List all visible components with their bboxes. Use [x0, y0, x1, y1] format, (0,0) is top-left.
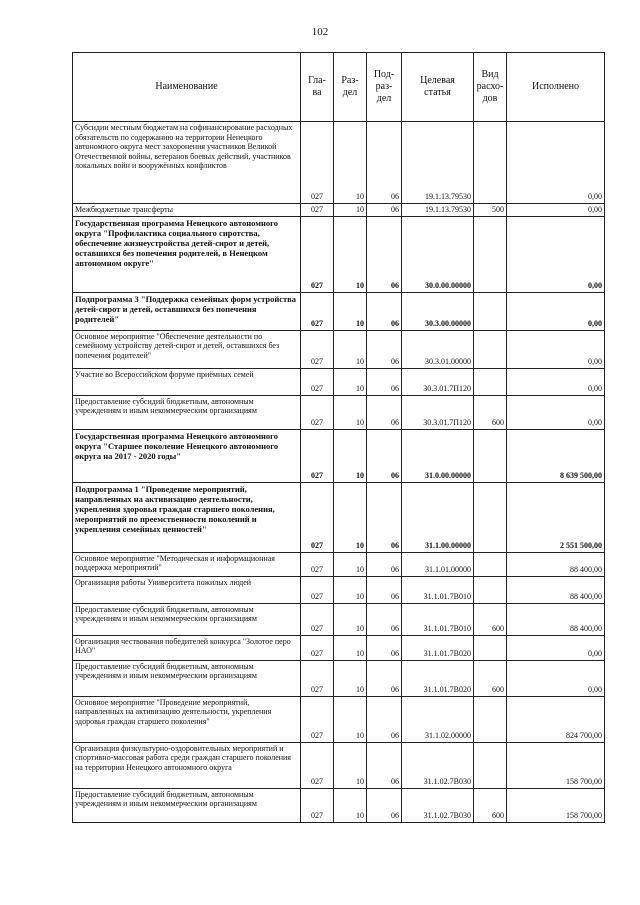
cell-section: 10	[334, 742, 367, 788]
cell-name: Межбюджетные трансферты	[73, 204, 301, 217]
cell-chapter: 027	[301, 552, 334, 576]
cell-subsection: 06	[367, 216, 402, 292]
header-executed: Исполнено	[507, 53, 605, 122]
table-row	[73, 330, 605, 368]
cell-executed: 0,00	[507, 204, 605, 217]
cell-section: 10	[334, 576, 367, 603]
cell-executed: 0,00	[507, 395, 605, 429]
cell-section: 10	[334, 216, 367, 292]
header-expense-type: Вид расхо- дов	[474, 53, 507, 122]
table-row	[73, 742, 605, 788]
budget-table	[72, 52, 605, 823]
table-row	[73, 429, 605, 482]
table-row	[73, 482, 605, 552]
cell-expense-type: 500	[474, 204, 507, 217]
cell-name: Предоставление субсидий бюджетным, автономным учреждениям и иным некоммерческим организациям	[73, 788, 301, 822]
cell-name: Участие во Всероссийском форуме приёмных семей	[73, 368, 301, 395]
cell-expense-type	[474, 576, 507, 603]
table-row	[73, 788, 605, 822]
cell-chapter: 027	[301, 122, 334, 204]
table-row	[73, 204, 605, 217]
cell-chapter: 027	[301, 368, 334, 395]
cell-executed: 0,00	[507, 122, 605, 204]
cell-executed: 0,00	[507, 660, 605, 696]
cell-target: 31.1.01.7В010	[402, 603, 474, 635]
table-row	[73, 292, 605, 330]
cell-target: 19.1.13.79530	[402, 122, 474, 204]
header-section: Раз- дел	[334, 53, 367, 122]
cell-chapter: 027	[301, 660, 334, 696]
cell-subsection: 06	[367, 429, 402, 482]
cell-subsection: 06	[367, 292, 402, 330]
cell-executed: 8 639 500,00	[507, 429, 605, 482]
cell-executed: 88 400,00	[507, 576, 605, 603]
cell-section: 10	[334, 660, 367, 696]
cell-executed: 0,00	[507, 368, 605, 395]
cell-executed: 0,00	[507, 292, 605, 330]
table-row	[73, 368, 605, 395]
cell-chapter: 027	[301, 788, 334, 822]
cell-subsection: 06	[367, 603, 402, 635]
table-header-row	[73, 53, 605, 122]
cell-name: Подпрограмма 3 "Поддержка семейных форм устройства детей-сирот и детей, оставшихся без попечения родителей"	[73, 292, 301, 330]
cell-chapter: 027	[301, 576, 334, 603]
cell-section: 10	[334, 696, 367, 742]
cell-executed: 158 700,00	[507, 788, 605, 822]
cell-expense-type	[474, 216, 507, 292]
cell-expense-type: 600	[474, 788, 507, 822]
table-row	[73, 552, 605, 576]
cell-subsection: 06	[367, 122, 402, 204]
cell-expense-type	[474, 292, 507, 330]
cell-name: Организация физкультурно-оздоровительных мероприятий и спортивно-массовая работа среди граждан старшего поколения на территории Ненецкого автономного округа	[73, 742, 301, 788]
table-row	[73, 635, 605, 660]
cell-target: 31.1.02.7В030	[402, 788, 474, 822]
cell-section: 10	[334, 788, 367, 822]
table-row	[73, 216, 605, 292]
cell-subsection: 06	[367, 204, 402, 217]
cell-target: 30.3.01.7П120	[402, 395, 474, 429]
table-row	[73, 122, 605, 204]
cell-executed: 824 700,00	[507, 696, 605, 742]
cell-expense-type: 600	[474, 395, 507, 429]
header-chapter: Гла- ва	[301, 53, 334, 122]
header-subsection: Под- раз- дел	[367, 53, 402, 122]
cell-expense-type	[474, 635, 507, 660]
cell-subsection: 06	[367, 395, 402, 429]
cell-name: Основное мероприятие "Проведение мероприятий, направленных на активизацию деятельности, укрепления здоровья граждан старшего поколения"	[73, 696, 301, 742]
cell-section: 10	[334, 635, 367, 660]
table-row	[73, 603, 605, 635]
cell-chapter: 027	[301, 330, 334, 368]
cell-target: 31.1.02.00000	[402, 696, 474, 742]
table-row	[73, 660, 605, 696]
cell-section: 10	[334, 368, 367, 395]
cell-expense-type	[474, 552, 507, 576]
cell-expense-type	[474, 696, 507, 742]
cell-expense-type	[474, 122, 507, 204]
cell-expense-type	[474, 742, 507, 788]
cell-subsection: 06	[367, 660, 402, 696]
page-number: 102	[311, 26, 329, 38]
cell-target: 30.3.01.7П120	[402, 368, 474, 395]
cell-subsection: 06	[367, 552, 402, 576]
cell-subsection: 06	[367, 482, 402, 552]
cell-expense-type	[474, 429, 507, 482]
cell-section: 10	[334, 292, 367, 330]
cell-chapter: 027	[301, 204, 334, 217]
cell-name: Организация чествования победителей конкурса "Золотое перо НАО"	[73, 635, 301, 660]
cell-expense-type	[474, 482, 507, 552]
cell-chapter: 027	[301, 216, 334, 292]
cell-name: Субсидии местным бюджетам на софинансирование расходных обязательств по содержанию на территории Ненецкого автономного округа мест захоронения участников Великой Отечественной войны, ветеранов боевых действий, участников локальных войн и вооружённых конфликтов	[73, 122, 301, 204]
table-row	[73, 696, 605, 742]
cell-target: 30.3.01.00000	[402, 330, 474, 368]
cell-executed: 2 551 500,00	[507, 482, 605, 552]
cell-expense-type: 600	[474, 603, 507, 635]
cell-name: Основное мероприятие "Обеспечение деятельности по семейному устройству детей-сирот и детей, оставшихся без попечения родителей"	[73, 330, 301, 368]
cell-subsection: 06	[367, 576, 402, 603]
cell-executed: 88 400,00	[507, 552, 605, 576]
cell-name: Предоставление субсидий бюджетным, автономным учреждениям и иным некоммерческим организациям	[73, 660, 301, 696]
cell-chapter: 027	[301, 482, 334, 552]
cell-name: Государственная программа Ненецкого автономного округа "Профилактика социального сиротства, обеспечение жизнеустройства детей-сирот и детей, оставшихся без попечения родителей, в Ненецком автономном округе"	[73, 216, 301, 292]
cell-section: 10	[334, 603, 367, 635]
cell-executed: 0,00	[507, 635, 605, 660]
cell-section: 10	[334, 429, 367, 482]
cell-section: 10	[334, 204, 367, 217]
cell-target: 19.1.13.79530	[402, 204, 474, 217]
cell-section: 10	[334, 482, 367, 552]
table-row	[73, 576, 605, 603]
cell-chapter: 027	[301, 429, 334, 482]
cell-chapter: 027	[301, 603, 334, 635]
cell-subsection: 06	[367, 788, 402, 822]
cell-name: Организация работы Университета пожилых людей	[73, 576, 301, 603]
cell-target: 30.0.00.00000	[402, 216, 474, 292]
cell-section: 10	[334, 122, 367, 204]
cell-chapter: 027	[301, 696, 334, 742]
cell-name: Государственная программа Ненецкого автономного округа "Старшее поколение Ненецкого автономного округа на 2017 - 2020 годы"	[73, 429, 301, 482]
table-row	[73, 395, 605, 429]
cell-target: 31.1.01.7В020	[402, 660, 474, 696]
cell-chapter: 027	[301, 292, 334, 330]
cell-executed: 0,00	[507, 330, 605, 368]
cell-subsection: 06	[367, 635, 402, 660]
cell-name: Основное мероприятие "Методическая и информационная поддержка мероприятий"	[73, 552, 301, 576]
cell-subsection: 06	[367, 742, 402, 788]
cell-target: 31.1.00.00000	[402, 482, 474, 552]
cell-expense-type: 600	[474, 660, 507, 696]
cell-executed: 0,00	[507, 216, 605, 292]
header-name: Наименование	[73, 53, 301, 122]
cell-name: Предоставление субсидий бюджетным, автономным учреждениям и иным некоммерческим организациям	[73, 603, 301, 635]
cell-subsection: 06	[367, 330, 402, 368]
cell-section: 10	[334, 330, 367, 368]
cell-chapter: 027	[301, 635, 334, 660]
cell-target: 31.1.01.7В020	[402, 635, 474, 660]
cell-expense-type	[474, 330, 507, 368]
cell-name: Предоставление субсидий бюджетным, автономным учреждениям и иным некоммерческим организациям	[73, 395, 301, 429]
cell-chapter: 027	[301, 742, 334, 788]
cell-target: 30.3.00.00000	[402, 292, 474, 330]
cell-target: 31.1.01.00000	[402, 552, 474, 576]
cell-chapter: 027	[301, 395, 334, 429]
cell-section: 10	[334, 395, 367, 429]
header-target: Целевая статья	[402, 53, 474, 122]
cell-target: 31.0.00.00000	[402, 429, 474, 482]
cell-subsection: 06	[367, 368, 402, 395]
cell-target: 31.1.02.7В030	[402, 742, 474, 788]
cell-expense-type	[474, 368, 507, 395]
cell-executed: 88 400,00	[507, 603, 605, 635]
cell-section: 10	[334, 552, 367, 576]
cell-target: 31.1.01.7В010	[402, 576, 474, 603]
cell-subsection: 06	[367, 696, 402, 742]
cell-name: Подпрограмма 1 "Проведение мероприятий, направленных на активизацию деятельности, укрепления здоровья граждан старшего поколения, мероприятий по преемственности поколений и укрепления семейных ценностей"	[73, 482, 301, 552]
cell-executed: 158 700,00	[507, 742, 605, 788]
